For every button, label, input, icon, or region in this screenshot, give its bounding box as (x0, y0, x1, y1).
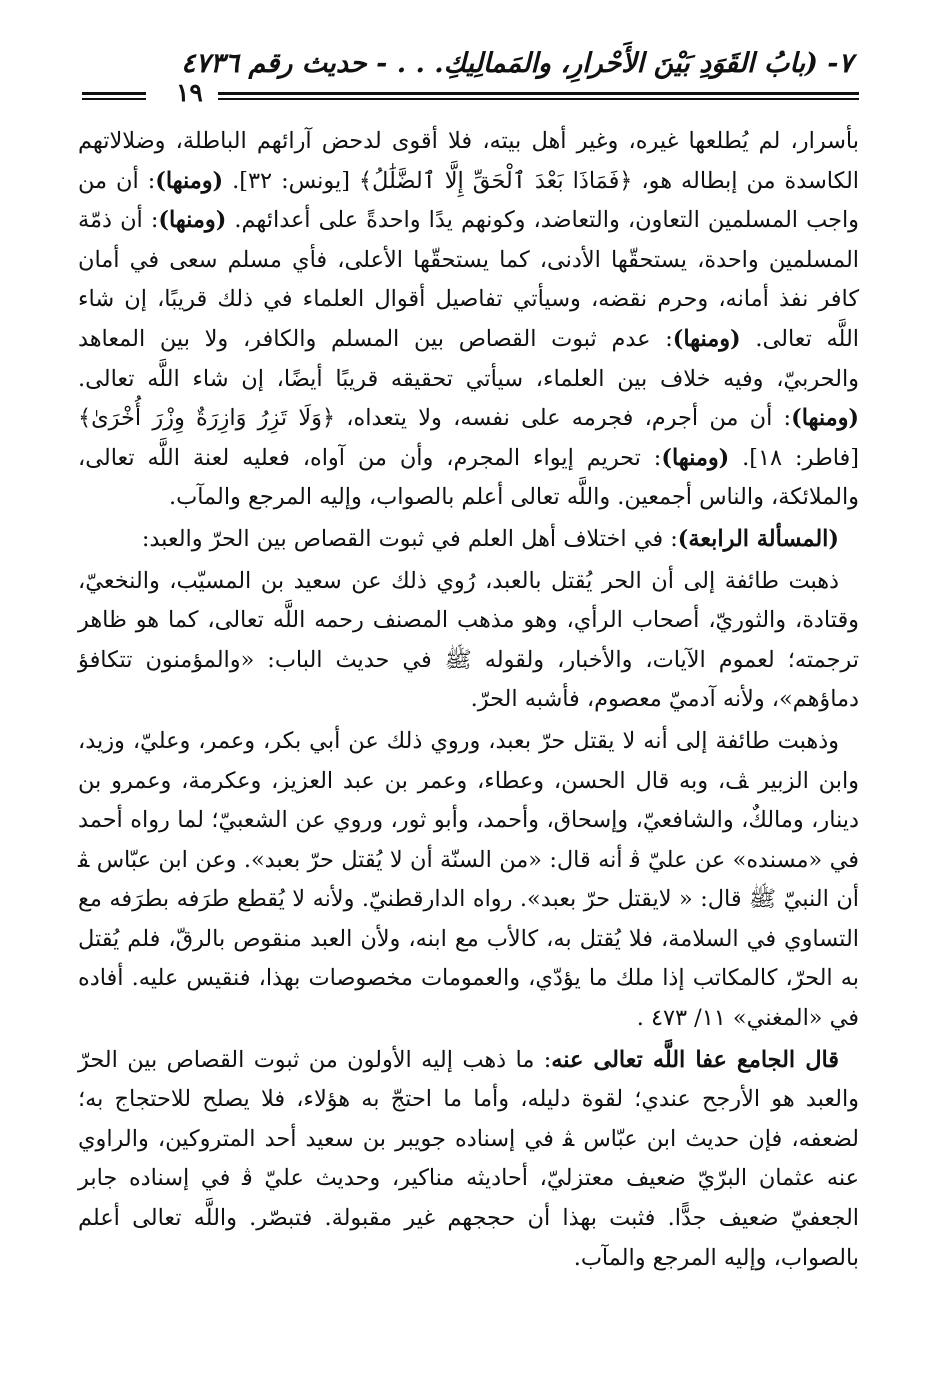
paragraph (78, 1041, 859, 1279)
bold-run: (ومنها) (661, 444, 730, 471)
bold-run: (ومنها) (155, 167, 224, 194)
text-run: : تحريم إيواء المجرم، وأن من آواه، فعليه لعنة اللَّه تعالى، والملائكة، والناس أجمعين. واللَّه تعالى أعلم بالصواب، وإليه المرجع والمآب. (78, 444, 859, 511)
text-run: ذهبت طائفة إلى أن الحر يُقتل بالعبد، رُوي ذلك عن سعيد بن المسيّب، والنخعيّ، وقتادة، والثوريّ، أصحاب الرأي، وهو مذهب المصنف رحمه اللَّه تعالى، كما هو ظاهر ترجمته؛ لعموم الآيات، والأخبار، ولقوله ﷺ في حديث الباب: «والمؤمنون تتكافؤ دماؤهم»، ولأنه آدميّ معصوم، فأشبه الحرّ. (78, 567, 859, 713)
text-run: : في اختلاف أهل العلم في ثبوت القصاص بين الحرّ والعبد: (141, 525, 678, 552)
paragraph (78, 520, 859, 560)
page-header (78, 48, 859, 106)
text-run: وذهبت طائفة إلى أنه لا يقتل حرّ بعبد، وروي ذلك عن أبي بكر، وعمر، وعليّ، وزيد، وابن الزبير ﭫ، وبه قال الحسن، وعطاء، وعمر بن عبد العزيز، وعكرمة، وعمرو بن دينار، ومالكٌ، والشافعيّ، وإسحاق، وأحمد، وأبو ثور، وروي عن الشعبيّ؛ لما رواه أحمد في «مسنده» عن عليّ ﭬ أنه قال: «من السنّة أن لا يُقتل حرّ بعبد». وعن ابن عبّاس ﭭ أن النبيّ ﷺ قال: « لايقتل حرّ بعبد». رواه الدارقطنيّ. ولأنه لا يُقطع طرَفه بطرَفه مع التساوي في السلامة، فلا يُقتل به، كالأب مع ابنه، ولأن العبد منقوص بالرقّ، فلم يُقتل به الحرّ، كالمكاتب إذا ملك ما يؤدّي، والعمومات مخصوصات بهذا، فنقيس عليه. أفاده في «المغني» ١١/ ٤٧٣ . (78, 727, 859, 1032)
running-title: ٧- (بابُ القَوَدِ بَيْنَ الأَحْرارِ، والمَمالِيكِ. . . - حديث رقم ٤٧٣٦ (181, 48, 853, 79)
bold-run: قال الجامع عفا اللَّه تعالى عنه (551, 1046, 839, 1073)
text-run: بأسرار، لم يُطلعها غيره، وغير أهل بيته، فلا أقوى لدحض آرائهم الباطلة، وضلالاتهم الكاسدة من إبطاله هو، ﴿فَمَاذَا بَعْدَ ٱلْحَقِّ إِلَّا ٱلضَّلَٰلُ﴾ [يونس: ٣٢]. (78, 128, 859, 194)
paragraph (78, 122, 859, 518)
text-run: : أن ذمّة المسلمين واحدة، يستحقّها الأدنى، كما يستحقّها الأعلى، فأي مسلم سعى في أمان كافر نفذ أمانه، وحرم نقضه، وسيأتي تفاصيل أقوال العلماء في ذلك قريبًا، إن شاء اللَّه تعالى. (78, 207, 859, 352)
text-run: : ما ذهب إليه الأولون من ثبوت القصاص بين الحرّ والعبد هو الأرجح عندي؛ لقوة دليله، وأما ما احتجّ به هؤلاء، فلا يصلح للاحتجاج به؛ لضعفه، فإن حديث ابن عبّاس ﭭ في إسناده جويبر بن سعيد أحد المتروكين، والراوي عنه عثمان البرّيّ ضعيف معتزليّ، أحاديثه مناكير، وحديث عليّ ﭬ في إسناده جابر الجعفيّ ضعيف جدًّا. فثبت بهذا أن حججهم غير مقبولة. فتبصّر. واللَّه تعالى أعلم بالصواب، وإليه المرجع والمآب. (78, 1046, 859, 1271)
bold-run: (المسألة الرابعة) (677, 525, 839, 552)
text-run: : عدم ثبوت القصاص بين المسلم والكافر، ولا بين المعاهد والحربيّ، وفيه خلاف بين العلماء، سيأتي تحقيقه قريبًا أيضًا، إن شاء اللَّه تعالى. (78, 325, 859, 392)
page-number: ١٩ (176, 78, 203, 107)
bold-run: (ومنها) (158, 207, 227, 234)
paragraph (78, 562, 859, 720)
text-run: : أن من أجرم، فجرمه على نفسه، ولا يتعداه، ﴿وَلَا تَزِرُ وَازِرَةٌ وِزْرَ أُخْرَىٰ﴾ [فاطر: ١٨]. (78, 405, 859, 471)
bold-run: (ومنها) (791, 405, 859, 432)
body-text (78, 122, 859, 1278)
paragraph (78, 722, 859, 1039)
header-rule-long (218, 92, 859, 100)
text-run: : أن من واجب المسلمين التعاون، والتعاضد، وكونهم يدًا واحدةً على أعدائهم. (78, 167, 859, 234)
header-rule-short (82, 92, 146, 100)
bold-run: (ومنها) (672, 325, 741, 352)
